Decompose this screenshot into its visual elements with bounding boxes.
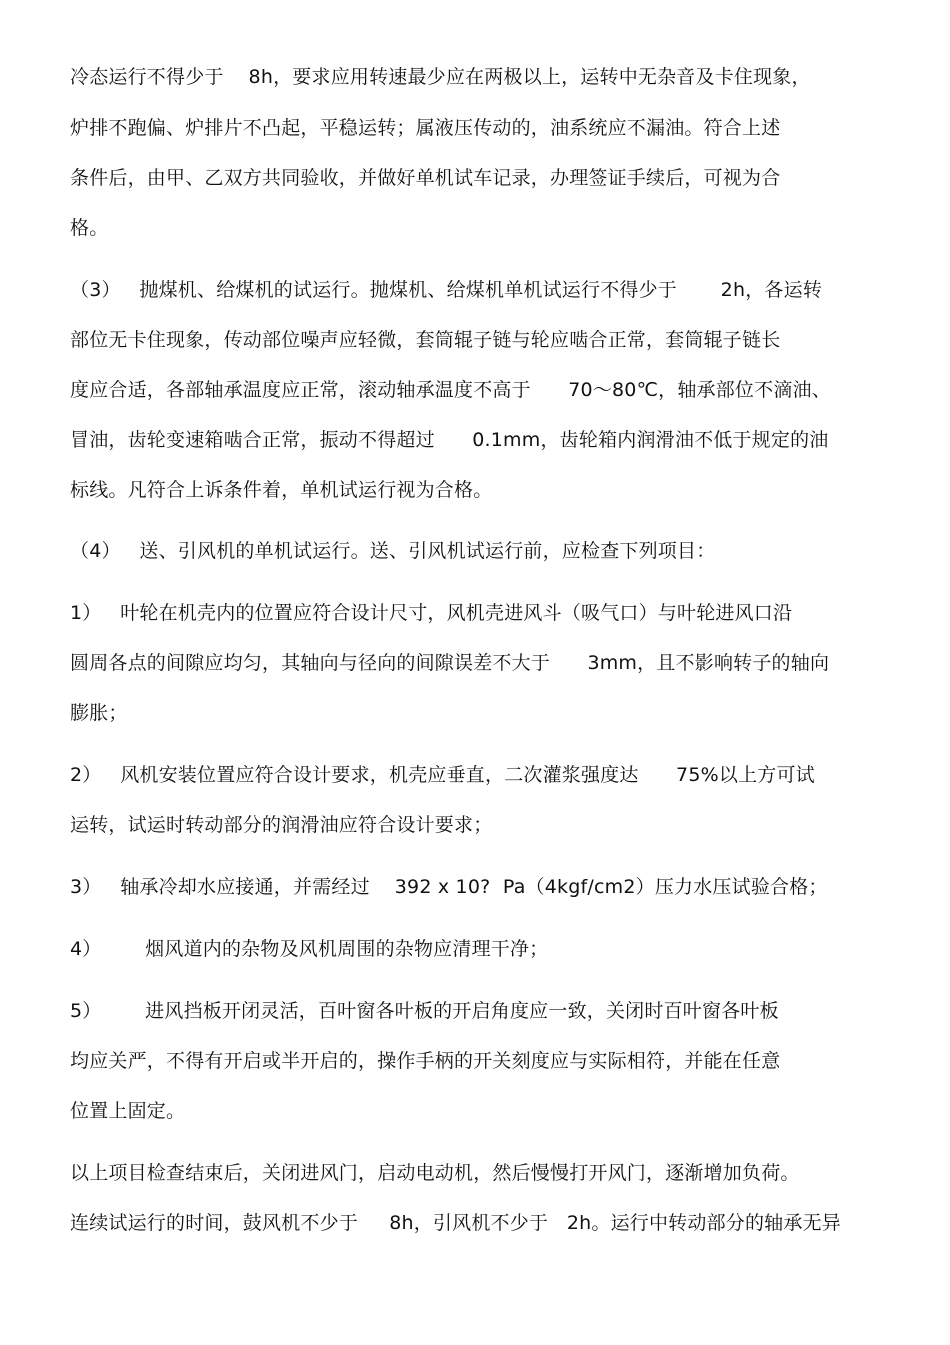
text-line: （3） 抛煤机、给煤机的试运行。抛煤机、给煤机单机试运行不得少于 2h，各运转 <box>70 279 823 301</box>
text-line: 部位无卡住现象，传动部位噪声应轻微，套筒辊子链与轮应啮合正常，套筒辊子链长 <box>70 329 781 351</box>
text-line: 5） 进风挡板开闭灵活，百叶窗各叶板的开启角度应一致，关闭时百叶窗各叶板 <box>70 1000 779 1022</box>
text-line: 膨胀； <box>70 702 128 724</box>
text-line: 均应关严，不得有开启或半开启的，操作手柄的开关刻度应与实际相符，并能在任意 <box>70 1050 781 1072</box>
text-line: 3） 轴承冷却水应接通，并需经过 392 x 10? Pa（4kgf/cm2）压力水压试验合格； <box>70 876 828 898</box>
text-line: 冒油，齿轮变速箱啮合正常，振动不得超过 0.1mm，齿轮箱内润滑油不低于规定的油 <box>70 429 829 451</box>
text-line: 2） 风机安装位置应符合设计要求，机壳应垂直，二次灌浆强度达 75%以上方可试 <box>70 764 815 786</box>
text-line: 圆周各点的间隙应均匀，其轴向与径向的间隙误差不大于 3mm，且不影响转子的轴向 <box>70 652 830 674</box>
text-line: 1） 叶轮在机壳内的位置应符合设计尺寸，风机壳进风斗（吸气口）与叶轮进风口沿 <box>70 602 793 624</box>
text-line: 以上项目检查结束后，关闭进风门，启动电动机，然后慢慢打开风门，逐渐增加负荷。 <box>70 1162 800 1184</box>
text-line: 格。 <box>70 217 109 239</box>
text-line: 冷态运行不得少于 8h，要求应用转速最少应在两极以上，运转中无杂音及卡住现象， <box>70 66 811 88</box>
text-line: 度应合适，各部轴承温度应正常，滚动轴承温度不高于 70～80℃，轴承部位不滴油、 <box>70 379 831 401</box>
text-line: （4） 送、引风机的单机试运行。送、引风机试运行前，应检查下列项目： <box>70 540 716 562</box>
text-line: 运转，试运时转动部分的润滑油应符合设计要求； <box>70 814 493 836</box>
text-line: 条件后，由甲、乙双方共同验收，并做好单机试车记录，办理签证手续后，可视为合 <box>70 167 781 189</box>
text-line: 炉排不跑偏、炉排片不凸起，平稳运转；属液压传动的，油系统应不漏油。符合上述 <box>70 117 781 139</box>
text-line: 连续试运行的时间，鼓风机不少于 8h，引风机不少于 2h。运行中转动部分的轴承无异 <box>70 1212 841 1234</box>
text-line: 标线。凡符合上诉条件着，单机试运行视为合格。 <box>70 479 493 501</box>
text-line: 位置上固定。 <box>70 1100 186 1122</box>
text-line: 4） 烟风道内的杂物及风机周围的杂物应清理干净； <box>70 938 549 960</box>
